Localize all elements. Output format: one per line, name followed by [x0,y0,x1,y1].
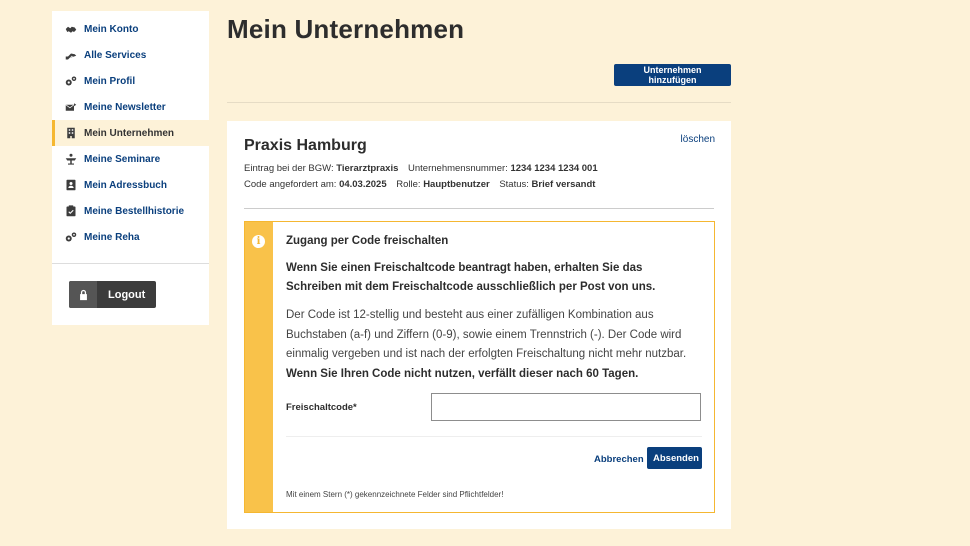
sidebar-item-mein-profil[interactable] [52,68,209,94]
code-date-label: Code angefordert am: [244,179,337,190]
required-note: Mit einem Stern (*) gekennzeichnete Felder sind Pflichtfelder! [286,490,504,499]
role-value: Hauptbenutzer [423,179,490,190]
number-label: Unternehmensnummer: [408,163,508,174]
sidebar-item-label: Meine Newsletter [84,101,166,113]
sidebar-item-alle-services[interactable] [52,42,209,68]
form-divider [286,436,702,437]
handshake-icon [64,23,78,35]
submit-button[interactable]: Absenden [647,447,702,469]
code-date-value: 04.03.2025 [339,179,387,190]
hand-service-icon [64,49,78,61]
sidebar [52,11,209,325]
gears-icon [64,75,78,87]
sidebar-item-label: Meine Seminare [84,153,161,165]
company-meta-line-1 [244,163,598,174]
card-divider [244,208,714,209]
clipboard-check-icon [64,205,78,217]
lectern-icon [64,153,78,165]
company-meta-line-2 [244,179,595,190]
sidebar-nav [52,11,209,250]
sidebar-divider [52,263,209,264]
sidebar-item-meine-bestellhistorie[interactable] [52,198,209,224]
sidebar-item-label: Mein Unternehmen [84,127,175,139]
sidebar-item-label: Alle Services [84,49,147,61]
unlock-body-text: Der Code ist 12-stellig und besteht aus einer zufälligen Kombination aus Buchstaben (a-f) und Ziffern (0-9), sowie einem Trennstrich (-). Der Code wird einmalig vergeben und ist nach der erfolgten Freischaltung nicht mehr nutzbar. [286,309,687,360]
logout-label: Logout [108,288,146,301]
unlock-info-box [244,221,715,513]
cancel-button[interactable]: Abbrechen [594,454,644,465]
add-company-button[interactable]: Unternehmen hinzufügen [614,64,731,86]
sidebar-item-label: Mein Adressbuch [84,179,167,191]
sidebar-item-label: Mein Profil [84,75,136,87]
company-name: Praxis Hamburg [244,137,367,154]
status-value: Brief versandt [531,179,596,190]
unlock-title: Zugang per Code freischalten [286,235,449,247]
unlock-body [286,306,706,384]
delete-link[interactable]: löschen [680,134,715,145]
entry-label: Eintrag bei der BGW: [244,163,334,174]
mail-icon [64,101,78,113]
unlock-body-bold: Wenn Sie Ihren Code nicht nutzen, verfällt dieser nach 60 Tagen. [286,367,639,380]
address-book-icon [64,179,78,191]
sidebar-item-meine-reha[interactable] [52,224,209,250]
sidebar-item-meine-seminare[interactable] [52,146,209,172]
sidebar-item-mein-unternehmen[interactable] [52,120,209,146]
number-value: 1234 1234 1234 001 [510,163,598,174]
entry-value: Tierarztpraxis [336,163,399,174]
logout-button[interactable] [69,281,156,308]
sidebar-item-label: Meine Reha [84,231,140,243]
role-label: Rolle: [396,179,421,190]
sidebar-item-mein-adressbuch[interactable] [52,172,209,198]
page-title: Mein Unternehmen [227,14,465,44]
code-input[interactable] [431,393,701,421]
unlock-lead: Wenn Sie einen Freischaltcode beantragt haben, erhalten Sie das Schreiben mit dem Freischaltcode ausschließlich per Post von uns. [286,262,656,293]
sidebar-item-meine-newsletter[interactable] [52,94,209,120]
building-icon [64,127,78,139]
status-label: Status: [499,179,529,190]
sidebar-item-mein-konto[interactable] [52,16,209,42]
info-icon: i [252,235,265,248]
info-stripe [245,222,273,512]
code-field-label: Freischaltcode* [286,402,357,413]
gears-icon [64,231,78,243]
company-card [227,121,731,529]
sidebar-item-label: Mein Konto [84,23,139,35]
lock-icon [69,281,97,308]
header-divider [227,102,731,103]
sidebar-item-label: Meine Bestellhistorie [84,205,185,217]
